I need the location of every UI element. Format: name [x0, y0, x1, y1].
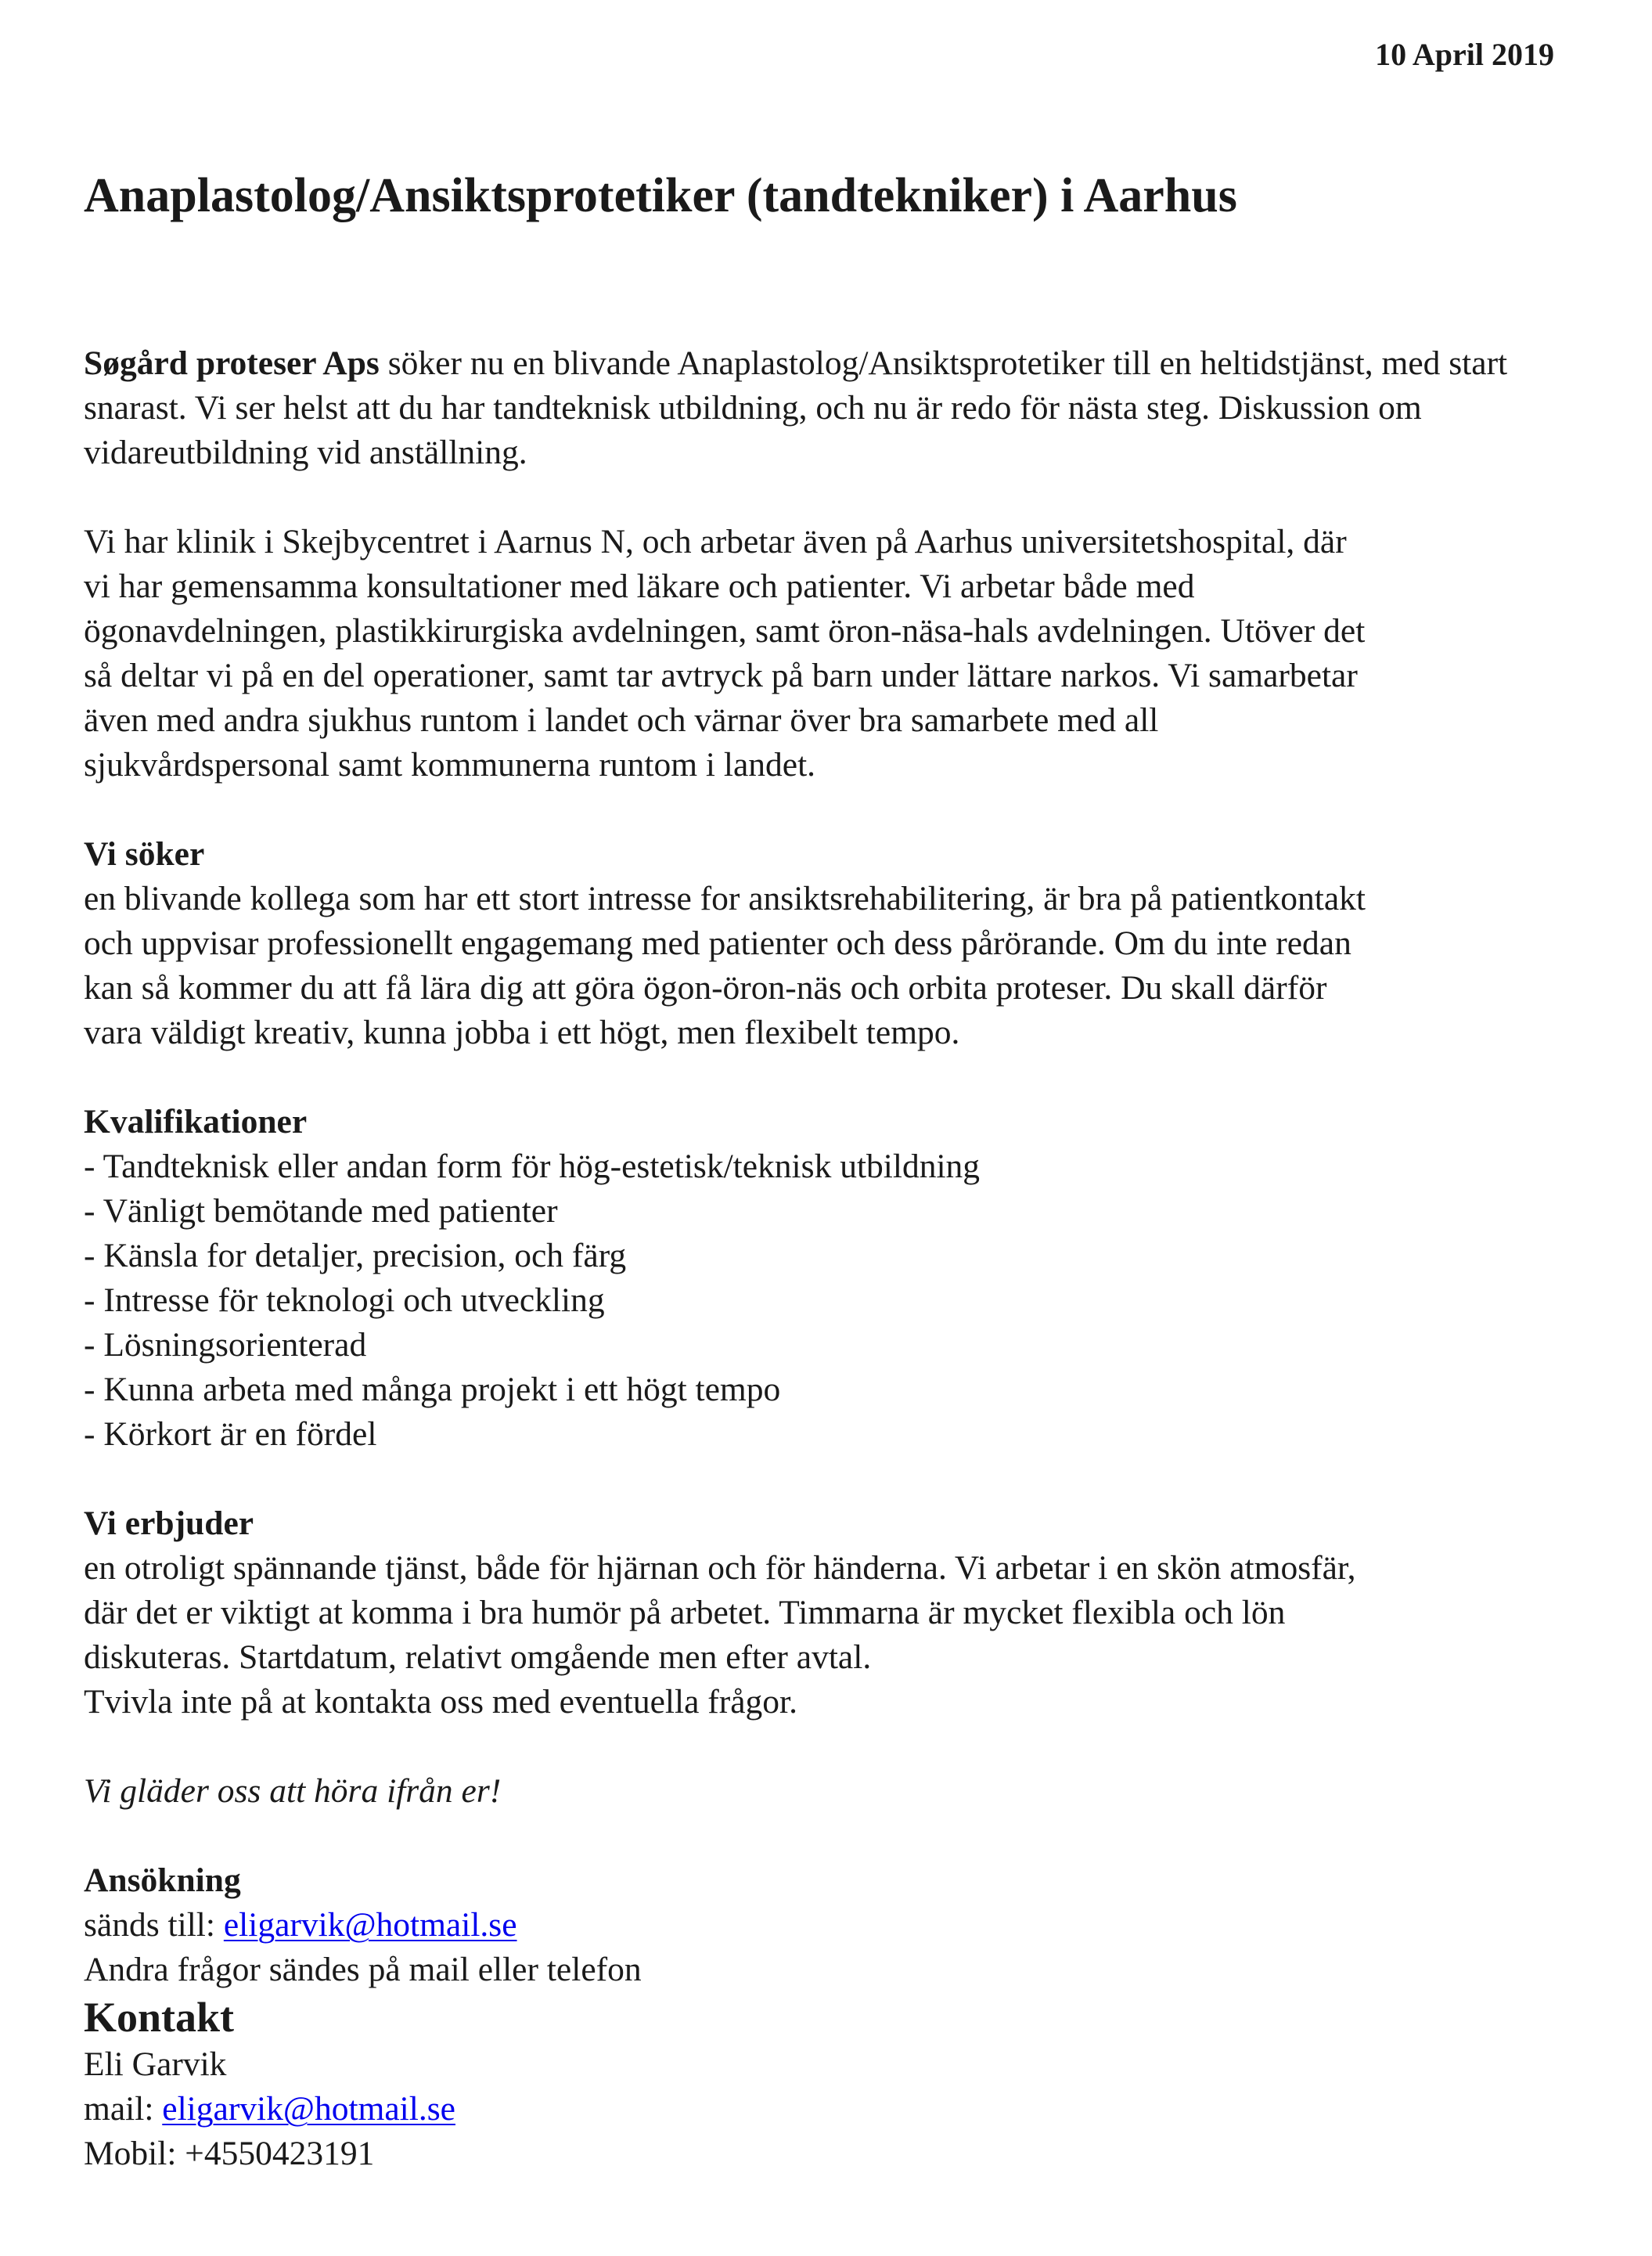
- clinic-line: så deltar vi på en del operationer, samt tar avtryck på barn under lättare narkos. Vi samarbetar: [84, 657, 1358, 694]
- application-note: Andra frågor sändes på mail eller telefon: [84, 1951, 642, 1988]
- closing-line: Vi gläder oss att höra ifrån er!: [84, 1772, 502, 1810]
- clinic-line: sjukvårdspersonal samt kommunerna runtom i landet.: [84, 746, 816, 784]
- qualifications-heading: Kvalifikationer: [84, 1103, 308, 1141]
- qualifications-list: [84, 1144, 1571, 1457]
- list-item: - Vänligt bemötande med patienter: [84, 1192, 558, 1230]
- offer-line: diskuteras. Startdatum, relativt omgående men efter avtal.: [84, 1638, 872, 1676]
- contact-name: Eli Garvik: [84, 2045, 227, 2083]
- document-body: [84, 341, 1571, 2176]
- contact-mobile: Mobil: +4550423191: [84, 2135, 375, 2172]
- application-email-link[interactable]: eligarvik@hotmail.se: [223, 1906, 517, 1944]
- company-name: Søgård proteser Aps: [84, 344, 380, 382]
- list-item: - Tandteknisk eller andan form för hög-estetisk/teknisk utbildning: [84, 1148, 981, 1185]
- contact-mail-line: [84, 2087, 1571, 2132]
- offer-heading: Vi erbjuder: [84, 1505, 254, 1542]
- contact-email-link[interactable]: eligarvik@hotmail.se: [162, 2090, 455, 2128]
- contact-section: [84, 1992, 1571, 2176]
- seeking-line: en blivande kollega som har ett stort intresse for ansiktsrehabilitering, är bra på patientkontakt: [84, 880, 1366, 917]
- intro-text: söker nu en blivande Anaplastolog/Ansiktsprotetiker till en heltidstjänst, med start snarast. Vi ser helst att du har tandteknisk utbildning, och nu är redo för nästa steg. Diskussion om vidareutbildning vid anställning.: [84, 344, 1508, 471]
- clinic-line: även med andra sjukhus runtom i landet och värnar över bra samarbete med all: [84, 701, 1159, 739]
- offer-section: [84, 1501, 1571, 1724]
- document-date: 10 April 2019: [1375, 37, 1554, 72]
- application-section: [84, 1858, 1571, 1992]
- list-item: - Intresse för teknologi och utveckling: [84, 1281, 605, 1319]
- list-item: - Körkort är en fördel: [84, 1415, 377, 1453]
- list-item: - Lösningsorienterad: [84, 1326, 367, 1364]
- seeking-heading: Vi söker: [84, 835, 205, 873]
- page-title: Anaplastolog/Ansiktsprotetiker (tandtekniker) i Aarhus: [84, 169, 1237, 222]
- seeking-line: kan så kommer du att få lära dig att göra ögon-öron-näs och orbita proteser. Du skall därför: [84, 969, 1327, 1007]
- contact-mail-prefix: mail:: [84, 2090, 163, 2128]
- clinic-paragraph: [84, 520, 1571, 787]
- contact-heading: Kontakt: [84, 1994, 235, 2041]
- list-item: - Kunna arbeta med många projekt i ett högt tempo: [84, 1371, 781, 1408]
- clinic-line: ögonavdelningen, plastikkirurgiska avdelningen, samt öron-näsa-hals avdelningen. Utöver det: [84, 612, 1366, 650]
- intro-paragraph: [84, 341, 1571, 475]
- application-heading: Ansökning: [84, 1861, 241, 1899]
- clinic-line: Vi har klinik i Skejbycentret i Aarnus N, och arbetar även på Aarhus universitetshospital, där: [84, 523, 1347, 560]
- clinic-line: vi har gemensamma konsultationer med läkare och patienter. Vi arbetar både med: [84, 568, 1195, 605]
- offer-line: där det er viktigt at komma i bra humör på arbetet. Timmarna är mycket flexibla och lön: [84, 1594, 1286, 1631]
- offer-line: Tvivla inte på at kontakta oss med eventuella frågor.: [84, 1683, 797, 1721]
- application-prefix: sänds till:: [84, 1906, 224, 1944]
- seeking-section: [84, 832, 1571, 1055]
- qualifications-section: [84, 1100, 1571, 1457]
- seeking-line: och uppvisar professionellt engagemang med patienter och dess pårörande. Om du inte redan: [84, 924, 1351, 962]
- application-send-line: [84, 1903, 1571, 1948]
- list-item: - Känsla for detaljer, precision, och färg: [84, 1237, 627, 1274]
- offer-line: en otroligt spännande tjänst, både för hjärnan och för händerna. Vi arbetar i en skön atmosfär,: [84, 1549, 1356, 1587]
- seeking-line: vara väldigt kreativ, kunna jobba i ett högt, men flexibelt tempo.: [84, 1014, 960, 1051]
